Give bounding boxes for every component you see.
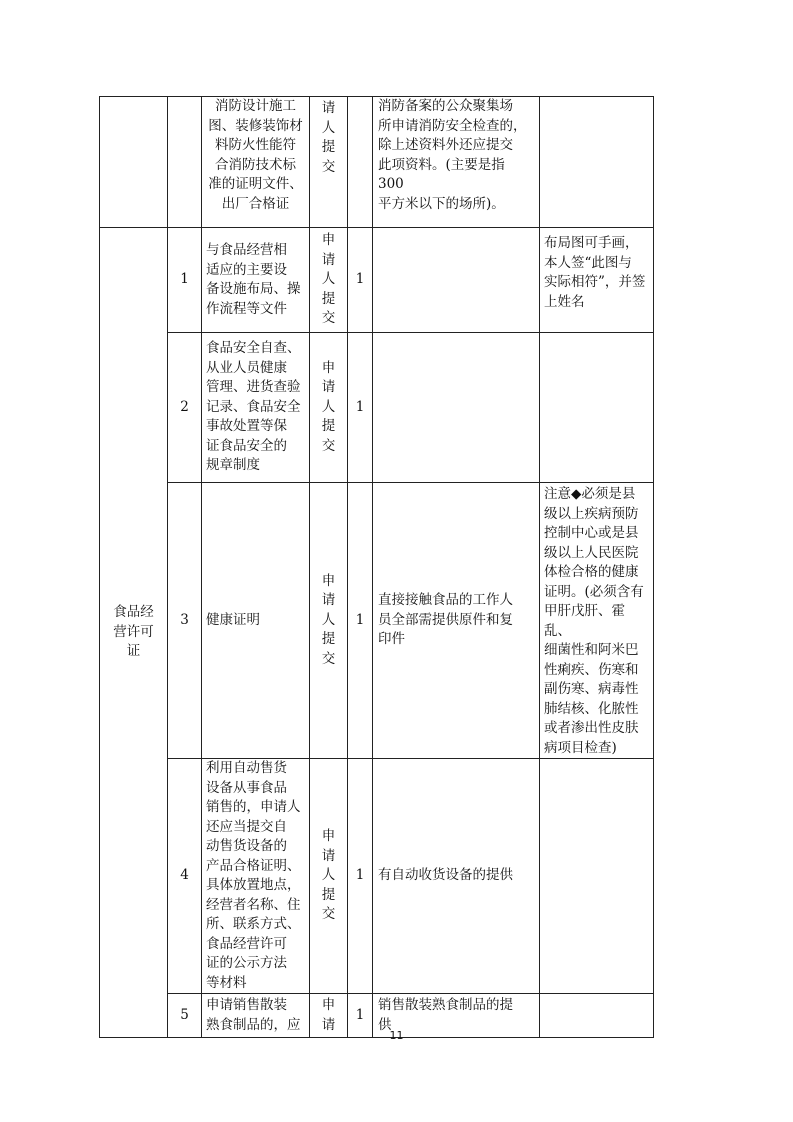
material-line: 销售的，申请人 [206, 799, 301, 815]
material-line: 熟食制品的，应 [206, 1016, 301, 1033]
material-line: 动售货设备的 [206, 838, 287, 854]
table-row [100, 333, 654, 483]
remark-cell [540, 228, 654, 333]
count-cell: 1 [348, 333, 373, 483]
material-line: 食品经营许可 [206, 935, 287, 952]
count-cell: 1 [348, 483, 373, 759]
remark-line: 实际相符”，并签 [544, 274, 646, 290]
material-line: 设备从事食品 [206, 779, 287, 796]
material-line: 食品安全自查、 [206, 340, 301, 357]
material-cell [202, 333, 310, 483]
material-line: 申请销售散装 [206, 997, 287, 1013]
material-line: 还应当提交自 [206, 818, 287, 835]
material-line: 产品合格证明、 [206, 857, 301, 874]
material-line: 管理、进货查验 [206, 379, 301, 396]
material-line: 料防火性能符 [215, 137, 296, 153]
material-line: 证的公示方法 [206, 955, 287, 971]
remark-cell [540, 97, 654, 228]
source-cell [310, 759, 348, 994]
material-line: 所、联系方式、 [206, 916, 301, 932]
source-cell [310, 333, 348, 483]
remark-line: 注意◆必须是县 [544, 486, 636, 502]
remark-cell [540, 483, 654, 759]
source-cell [310, 228, 348, 333]
material-line: 经营者名称、住 [206, 896, 301, 913]
material-line: 准的证明文件、 [208, 176, 303, 192]
remark-line: 副伤寒、病毒性 [544, 681, 639, 697]
material-line: 事故处置等保 [206, 418, 287, 435]
note-line: 直接接触食品的工作人 [378, 592, 513, 609]
material-line: 图、装修装饰材 [208, 117, 303, 134]
source-text: 申请 [321, 997, 336, 1033]
table-row [100, 228, 654, 333]
note-cell [373, 97, 540, 228]
material-line: 作流程等文件 [206, 300, 287, 317]
note-line: 平方米以下的场所)。 [378, 195, 505, 212]
note-cell [373, 483, 540, 759]
note-line: 有自动收货设备的提供 [378, 867, 513, 884]
table-row [100, 483, 654, 759]
remark-line: 肺结核、化脓性 [544, 700, 639, 717]
material-line: 规章制度 [206, 457, 260, 474]
row-index: 1 [168, 228, 202, 333]
category-line: 证 [126, 643, 141, 660]
material-cell [202, 483, 310, 759]
note-line: 消防备案的公众聚集场 [378, 98, 513, 114]
count-cell: 1 [348, 994, 373, 1038]
row-index: 5 [168, 994, 202, 1038]
source-text: 申请人提交 [321, 232, 336, 327]
material-line: 具体放置地点， [206, 877, 301, 893]
source-cell [310, 97, 348, 228]
category-line: 食品经 [113, 604, 154, 621]
material-line: 记录、食品安全 [206, 398, 301, 415]
material-line: 利用自动售货 [206, 760, 287, 776]
remark-line: 甲肝戊肝、霍乱、 [544, 603, 625, 639]
category-label [108, 603, 160, 662]
table-row [100, 759, 654, 994]
row-index: 4 [168, 759, 202, 994]
row-index [168, 97, 202, 228]
note-line: 员全部需提供原件和复 [378, 611, 513, 628]
remark-line: 控制中心或是县 [544, 525, 639, 541]
remark-line: 本人签“此图与 [544, 254, 632, 271]
note-line: 所申请消防安全检查的， [378, 117, 527, 134]
remark-cell [540, 333, 654, 483]
material-line: 消防设计施工 [215, 98, 296, 114]
note-line: 除上述资料外还应提交 [378, 137, 513, 153]
category-cell-previous [100, 97, 168, 228]
note-cell [373, 759, 540, 994]
material-cell [202, 97, 310, 228]
remark-line: 病项目检查) [544, 739, 617, 756]
note-line: 印件 [378, 631, 405, 648]
remark-line: 级以上疾病预防 [544, 505, 639, 522]
row-index: 3 [168, 483, 202, 759]
note-line: 此项资料。(主要是指 300 [378, 156, 505, 192]
material-line: 证食品安全的 [206, 437, 287, 454]
remark-line: 体检合格的健康 [544, 564, 639, 580]
category-line: 营许可 [113, 623, 154, 640]
material-line: 出厂合格证 [221, 195, 290, 212]
material-line: 合消防技术标 [215, 156, 296, 173]
material-cell [202, 228, 310, 333]
note-cell [373, 333, 540, 483]
remark-line: 布局图可手画， [544, 235, 639, 251]
note-line: 销售散装熟食制品的提 [378, 997, 513, 1013]
table-row [100, 97, 654, 228]
remark-line: 细菌性和阿米巴 [544, 642, 639, 658]
source-text: 申请人提交 [321, 828, 336, 923]
page-number: 11 [389, 1029, 404, 1042]
row-index: 2 [168, 333, 202, 483]
materials-table [99, 96, 654, 1038]
remark-line: 级以上人民医院 [544, 544, 639, 561]
remark-line: 上姓名 [544, 293, 585, 310]
remark-line: 或者渗出性皮肤 [544, 720, 639, 736]
count-cell [348, 97, 373, 228]
material-line: 适应的主要设 [206, 261, 287, 278]
source-cell [310, 483, 348, 759]
note-line: 供 [378, 1016, 392, 1033]
source-text: 申请人提交 [321, 359, 336, 454]
material-line: 等材料 [206, 974, 247, 991]
count-cell: 1 [348, 228, 373, 333]
note-cell [373, 228, 540, 333]
source-text: 请人提交 [321, 100, 336, 175]
material-line: 从业人员健康 [206, 359, 287, 376]
material-line: 备设施布局、操 [206, 281, 301, 297]
remark-line: 证明。(必须含有 [544, 583, 644, 600]
category-cell [100, 228, 168, 1038]
count-cell: 1 [348, 759, 373, 994]
remark-cell [540, 759, 654, 994]
remark-line: 性痢疾、伤寒和 [544, 661, 639, 678]
material-cell [202, 759, 310, 994]
source-text: 申请人提交 [321, 572, 336, 667]
material-line: 与食品经营相 [206, 242, 287, 258]
material-line: 健康证明 [206, 611, 260, 628]
